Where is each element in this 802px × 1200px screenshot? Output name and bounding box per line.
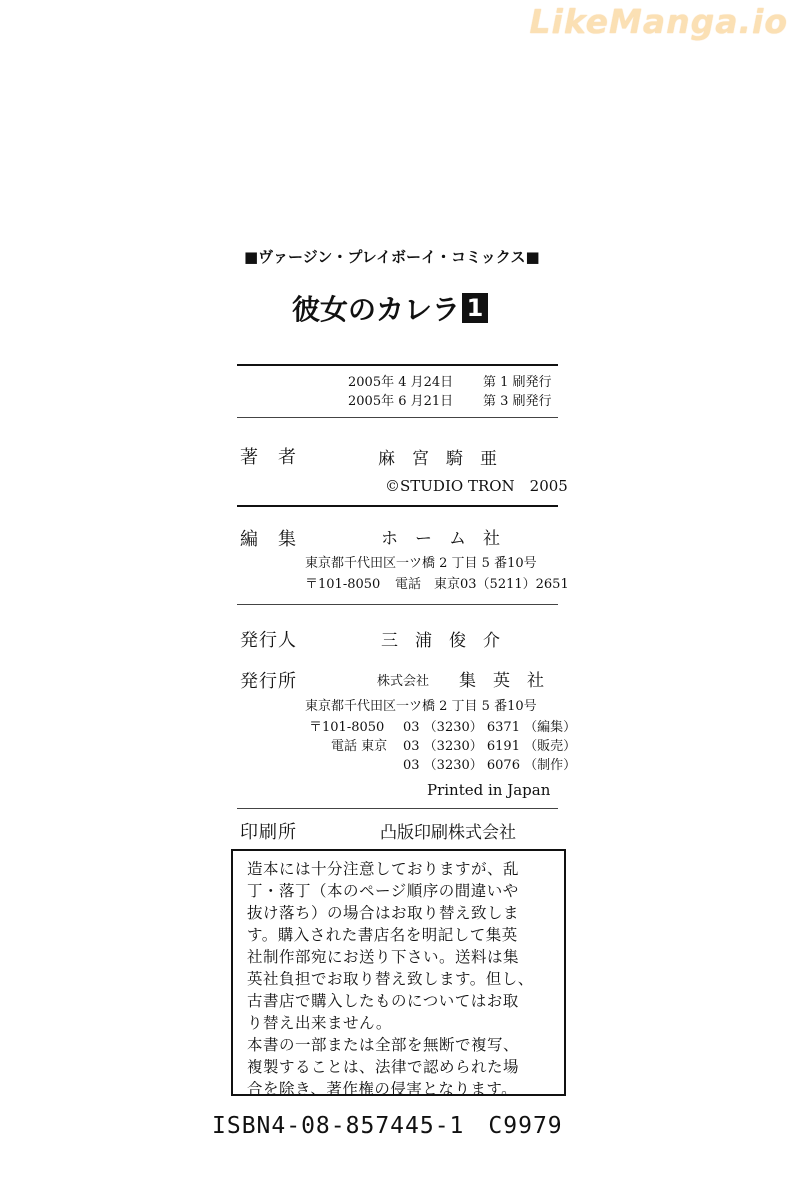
notice-line: 造本には十分注意しておりますが、乱 (247, 860, 520, 878)
printing-date-1: 2005年 4 月24日 (348, 375, 454, 390)
editor-label: 編 集 (240, 529, 297, 550)
printing-note-1: 第 1 刷発行 (483, 375, 552, 390)
printing-note-2: 第 3 刷発行 (483, 394, 552, 409)
book-title (292, 288, 488, 328)
notice-line: り替え出来ません。 (247, 1014, 392, 1032)
isbn-code: ISBN4-08-857445-1 C9979 (212, 1113, 563, 1139)
publisher-label: 発行所 (240, 671, 297, 692)
notice-line: 複製することは、法律で認められた場 (247, 1058, 520, 1076)
divider (237, 417, 558, 418)
series-label: ■ヴァージン・プレイボーイ・コミックス■ (244, 248, 540, 266)
author-label: 著 者 (240, 447, 297, 468)
divider (237, 505, 558, 507)
printer-label: 印刷所 (240, 822, 297, 843)
publisher-phone-edit: 03 （3230） 6371 （編集） (403, 720, 577, 735)
notice-line: 社制作部宛にお送り下さい。送料は集 (247, 948, 520, 966)
publisher-postal: 〒101-8050 (309, 720, 385, 735)
printed-in-japan: Printed in Japan (427, 781, 551, 799)
notice-line: 抜け落ち）の場合はお取り替え致しま (247, 904, 520, 922)
publisher-address: 東京都千代田区一ツ橋 2 丁目 5 番10号 (305, 699, 537, 714)
notice-line: 英社負担でお取り替え致します。但し、 (247, 970, 534, 988)
printing-date-2: 2005年 6 月21日 (348, 394, 454, 409)
book-title-text: 彼女のカレラ (292, 293, 461, 326)
volume-badge: 1 (462, 293, 488, 323)
notice-line: 本書の一部または全部を無断で複写、 (247, 1036, 520, 1054)
editor-phone: 電話 東京03（5211）2651 (395, 577, 569, 592)
divider (237, 808, 558, 809)
publisher-corp: 株式会社 (377, 674, 430, 689)
author-copyright: ©STUDIO TRON 2005 (385, 477, 568, 495)
printer-name: 凸版印刷株式会社 (380, 823, 516, 843)
publisher-name: 集 英 社 (459, 671, 544, 691)
editor-address: 東京都千代田区一ツ橋 2 丁目 5 番10号 (305, 556, 537, 571)
editor-name: ホ ー ム 社 (381, 529, 500, 549)
notice-line: 古書店で購入したものについてはお取 (247, 992, 519, 1010)
site-watermark: LikeManga.io (529, 2, 788, 41)
publisher-phone-production: 03 （3230） 6076 （制作） (403, 758, 577, 773)
publisher-person-name: 三 浦 俊 介 (381, 631, 500, 651)
notice-line: 丁・落丁（本のページ順序の間違いや (247, 882, 519, 900)
author-name: 麻 宮 騎 亜 (378, 449, 497, 469)
editor-postal: 〒101-8050 (305, 577, 381, 592)
publisher-phone-prefix: 電話 東京 (331, 739, 388, 754)
publisher-person-label: 発行人 (240, 630, 297, 651)
notice-line: 合を除き、著作権の侵害となります。 (247, 1080, 518, 1098)
divider (237, 604, 558, 605)
notice-box (231, 849, 566, 1096)
notice-line: す。購入された書店名を明記して集英 (247, 926, 518, 944)
divider (237, 364, 558, 366)
publisher-phone-sales: 03 （3230） 6191 （販売） (403, 739, 577, 754)
